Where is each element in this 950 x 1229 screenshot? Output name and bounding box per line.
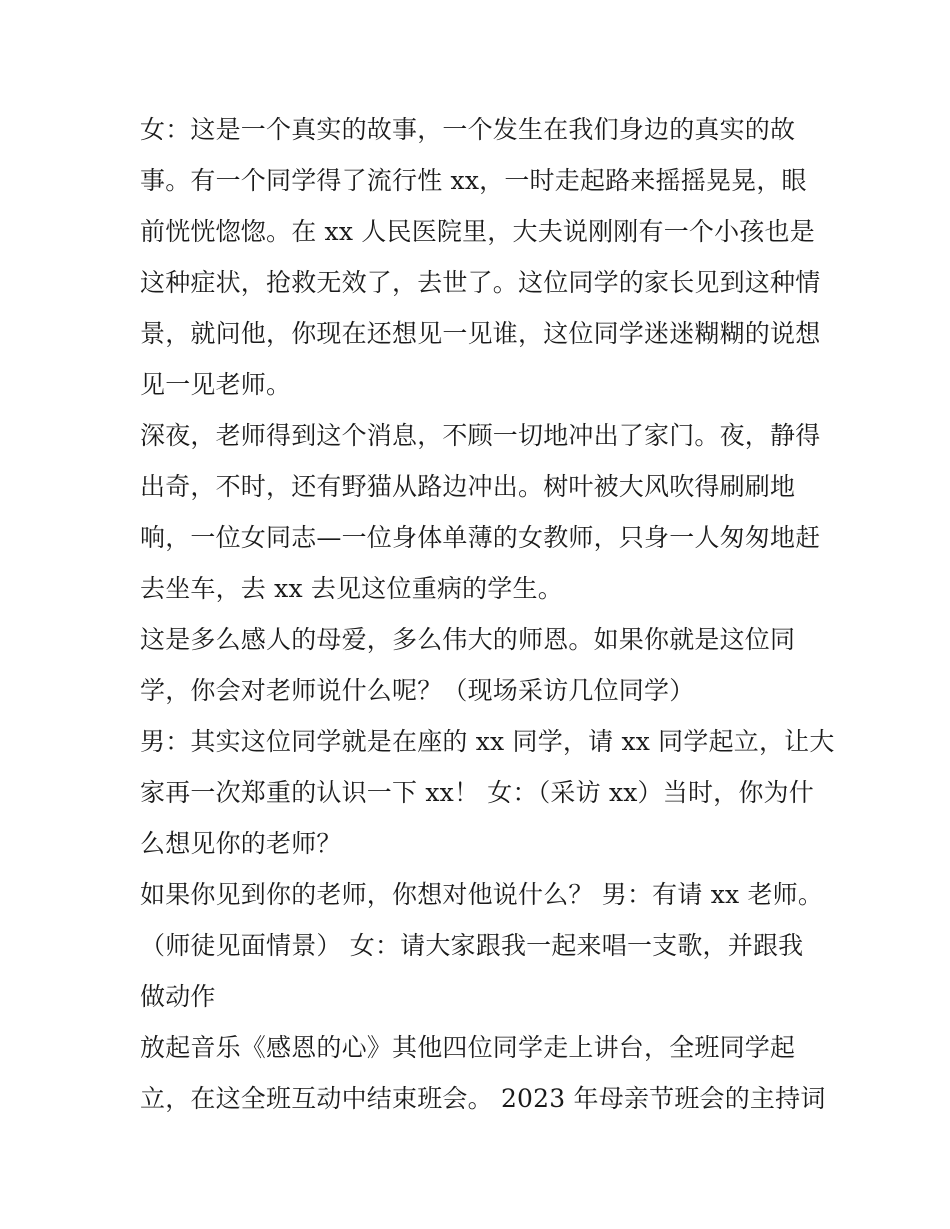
text-line: 深夜，老师得到这个消息，不顾一切地冲出了家门。夜，静得	[140, 421, 821, 450]
text-line: 么想见你的老师？	[140, 829, 342, 858]
text-line: 出奇，不时，还有野猫从路边冲出。树叶被大风吹得刷刷地	[140, 472, 796, 501]
document-body	[140, 104, 835, 1124]
text-line: 男：其实这位同学就是在座的 xx 同学，请 xx 同学起立，让大	[140, 727, 835, 756]
text-line: 如果你见到你的老师，你想对他说什么？ 男：有请 xx 老师。	[140, 880, 824, 909]
text-line: （师徒见面情景） 女：请大家跟我一起来唱一支歌，并跟我	[140, 931, 804, 960]
text-line: 见一见老师。	[140, 370, 292, 399]
text-line: 前恍恍惚惚。在 xx 人民医院里，大夫说刚刚有一个小孩也是	[140, 217, 815, 246]
text-line: 景，就问他，你现在还想见一见谁，这位同学迷迷糊糊的说想	[140, 319, 821, 348]
text-line: 这是多么感人的母爱，多么伟大的师恩。如果你就是这位同	[140, 625, 796, 654]
text-line: 事。有一个同学得了流行性 xx，一时走起路来摇摇晃晃，眼	[140, 166, 807, 195]
text-line: 做动作	[140, 982, 216, 1011]
text-line: 这种症状，抢救无效了，去世了。这位同学的家长见到这种情	[140, 268, 821, 297]
text-line: 女：这是一个真实的故事，一个发生在我们身边的真实的故	[140, 115, 796, 144]
text-line: 立，在这全班互动中结束班会。 2023 年母亲节班会的主持词	[140, 1084, 826, 1113]
text-line: 去坐车，去 xx 去见这位重病的学生。	[140, 574, 563, 603]
text-line: 学，你会对老师说什么呢？（现场采访几位同学）	[140, 676, 695, 705]
text-line: 家再一次郑重的认识一下 xx！ 女：（采访 xx）当时，你为什	[140, 778, 814, 807]
text-line: 放起音乐《感恩的心》其他四位同学走上讲台，全班同学起	[140, 1033, 796, 1062]
text-line: 响，一位女同志—一位身体单薄的女教师，只身一人匆匆地赶	[140, 523, 821, 552]
